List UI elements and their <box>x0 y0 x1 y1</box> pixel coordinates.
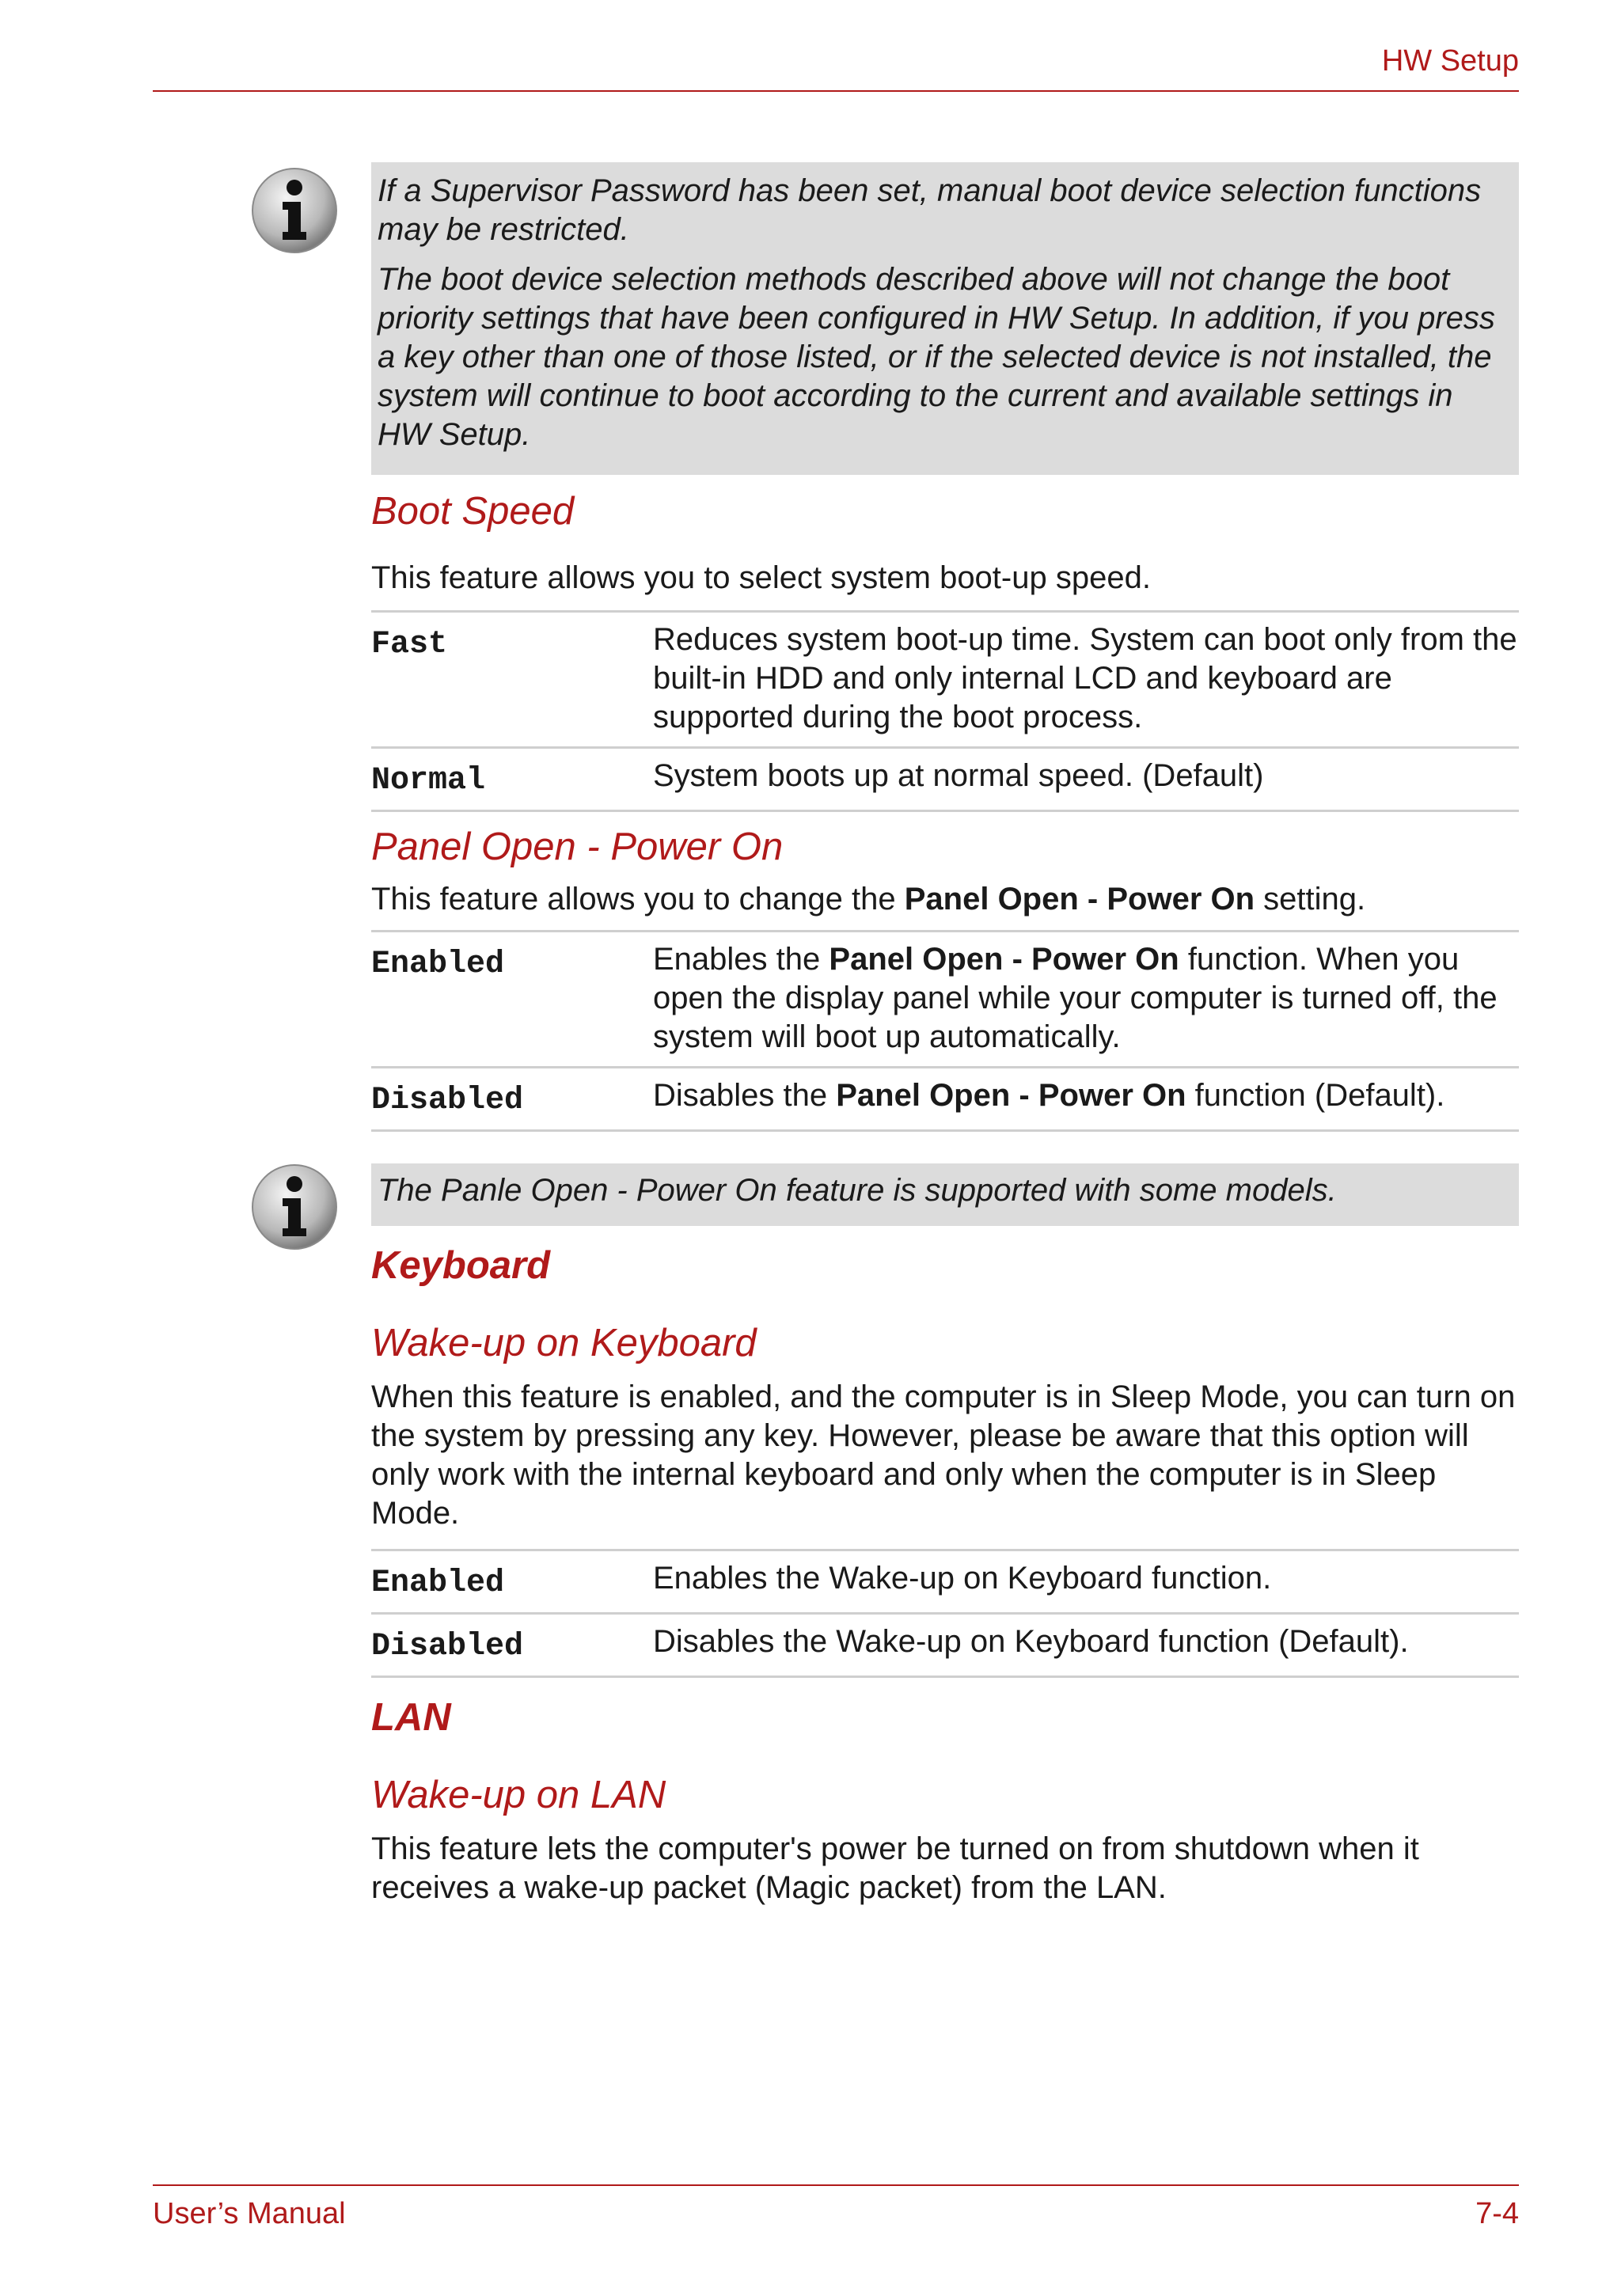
table-row <box>371 932 1519 1068</box>
keyboard-intro: When this feature is enabled, and the computer is in Sleep Mode, you can turn on the system by pressing any key. However, please be aware that this option will only work with the internal keyboard and only when the computer is in Sleep Mode. <box>371 1379 1516 1531</box>
table-row <box>371 1614 1519 1677</box>
panel-open-intro: This feature allows you to change the Panel Open - Power On setting. <box>371 882 1366 917</box>
page-footer <box>153 2184 1519 2231</box>
table-row <box>371 748 1519 811</box>
footer-page-number: 7-4 <box>1475 2197 1519 2230</box>
option-description: Disables the Wake-up on Keyboard function (Default). <box>653 1614 1519 1677</box>
note-box <box>371 1163 1519 1226</box>
note-supervisor-password <box>371 162 1519 475</box>
section-heading-lan: LAN <box>371 1696 451 1739</box>
note-box <box>371 162 1519 475</box>
table-row <box>371 612 1519 748</box>
boot-speed-options-table <box>371 610 1519 812</box>
option-key: Fast <box>371 612 653 748</box>
note-text: The Panle Open - Power On feature is supported with some models. <box>378 1173 1337 1208</box>
option-description: Disables the Panel Open - Power On function (Default). <box>653 1068 1519 1131</box>
panel-open-options-table <box>371 930 1519 1132</box>
lan-intro: This feature lets the computer's power be turned on from shutdown when it receives a wake-up packet (Magic packet) from the LAN. <box>371 1831 1419 1905</box>
option-key: Disabled <box>371 1614 653 1677</box>
option-key: Enabled <box>371 1550 653 1614</box>
note-panel-open-support <box>371 1163 1519 1226</box>
info-icon <box>251 1163 338 1250</box>
note-paragraph: The boot device selection methods described above will not change the boot priority settings that have been configured in HW Setup. In addition, if you press a key other than one of those listed, or if the selected device is not installed, the system will continue to boot according to the current and available settings in HW Setup. <box>378 262 1495 452</box>
table-row <box>371 1068 1519 1131</box>
boot-speed-intro: This feature allows you to select system boot-up speed. <box>371 560 1151 595</box>
note-paragraph: If a Supervisor Password has been set, manual boot device selection functions may be restricted. <box>378 173 1482 247</box>
info-icon <box>251 167 338 254</box>
page-content <box>371 162 1519 1907</box>
section-heading-panel-open: Panel Open - Power On <box>371 825 784 868</box>
option-key: Normal <box>371 748 653 811</box>
option-description: Enables the Wake-up on Keyboard function. <box>653 1550 1519 1614</box>
section-heading-keyboard: Keyboard <box>371 1244 551 1287</box>
option-key: Disabled <box>371 1068 653 1131</box>
option-description: Enables the Panel Open - Power On function. When you open the display panel while your computer is turned off, the system will boot up automatically. <box>653 932 1519 1068</box>
option-description: Reduces system boot-up time. System can boot only from the built-in HDD and only internal LCD and keyboard are supported during the boot process. <box>653 612 1519 748</box>
header-title: HW Setup <box>1381 44 1519 78</box>
subsection-heading-wake-keyboard: Wake-up on Keyboard <box>371 1322 757 1364</box>
footer-manual-title: User’s Manual <box>153 2197 346 2230</box>
subsection-heading-wake-lan: Wake-up on LAN <box>371 1774 666 1816</box>
option-description: System boots up at normal speed. (Default) <box>653 748 1519 811</box>
page-header <box>153 44 1519 92</box>
table-row <box>371 1550 1519 1614</box>
keyboard-options-table <box>371 1549 1519 1678</box>
section-heading-boot-speed: Boot Speed <box>371 490 575 533</box>
option-key: Enabled <box>371 932 653 1068</box>
